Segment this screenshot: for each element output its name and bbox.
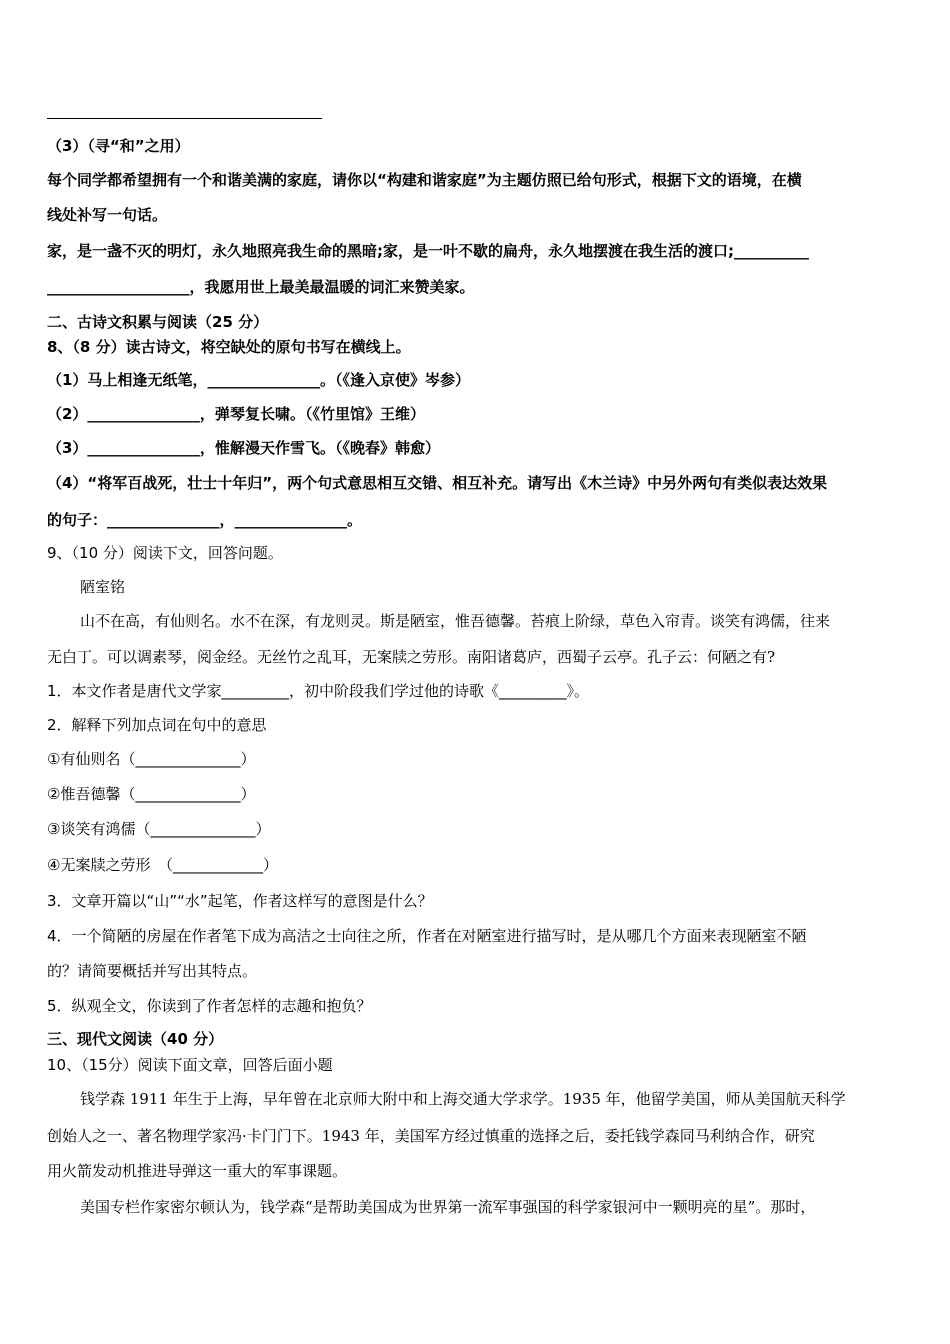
article-line-2: 创始人之一、著名物理学家冯·卡门门下。1943 年，美国军方经过慎重的选择之后，委托钱学森同马利纳合作，研究 [47, 1127, 815, 1145]
word-item-4: ④无案牍之劳形 （____________） [47, 856, 278, 874]
word-item-3: ③谈笑有鸿儒（______________） [47, 820, 271, 838]
passage-line-2: 无白丁。可以调素琴，阅金经。无丝竹之乱耳，无案牍之劳形。南阳诸葛庐，西蜀子云亭。孔子云：何陋之有? [47, 648, 776, 666]
example-sentence: 家，是一盏不灭的明灯，永久地照亮我生命的黑暗;家，是一叶不歇的扁舟，永久地摆渡在我生活的渡口;__________ [47, 242, 810, 260]
question-9-sub-2: 2．解释下列加点词在句中的意思 [47, 716, 267, 734]
question-9-sub-1: 1．本文作者是唐代文学家_________，初中阶段我们学过他的诗歌《_________》。 [47, 682, 590, 700]
article-line-4: 美国专栏作家密尔顿认为，钱学森“是帮助美国成为世界第一流军事强国的科学家银河中一颗明亮的星”。那时， [80, 1198, 816, 1216]
question-8-item-3: （3）_______________，惟解漫天作雪飞。（《晚春》韩愈） [47, 439, 440, 457]
word-item-1: ①有仙则名（______________） [47, 750, 256, 768]
answer-blank-line [47, 118, 322, 119]
article-line-3: 用火箭发动机推进导弹这一重大的军事课题。 [47, 1162, 348, 1180]
question-9-title: 9、（10 分）阅读下文，回答问题。 [47, 544, 283, 562]
question-8-item-4-cont: 的句子：_______________，_______________。 [47, 511, 363, 529]
question-9-sub-4: 4．一个简陋的房屋在作者笔下成为高洁之士向往之所，作者在对陋室进行描写时，是从哪几个方面来表现陋室不陋 [47, 927, 807, 945]
passage-line-1: 山不在高，有仙则名。水不在深，有龙则灵。斯是陋室，惟吾德馨。苔痕上阶绿，草色入帘青。谈笑有鸿儒，往来 [80, 612, 831, 630]
question-8-item-1: （1）马上相逢无纸笔，_______________。（《逢入京使》岑参） [47, 371, 470, 389]
example-sentence-cont: ___________________，我愿用世上最美最温暖的词汇来赞美家。 [47, 278, 475, 296]
passage-title: 陋室铭 [80, 578, 126, 596]
question-9-sub-4-cont: 的？请简要概括并写出其特点。 [47, 962, 258, 980]
question-9-sub-5: 5．纵观全文，你读到了作者怎样的志趣和抱负？ [47, 997, 372, 1015]
question-10-title: 10、（15分）阅读下面文章，回答后面小题 [47, 1056, 333, 1074]
section-heading-ancient-poetry: 二、古诗文积累与阅读（25 分） [47, 313, 269, 331]
question-8-title: 8、（8 分）读古诗文，将空缺处的原句书写在横线上。 [47, 338, 411, 356]
question-8-item-2: （2）_______________，弹琴复长啸。（《竹里馆》王维） [47, 405, 425, 423]
article-line-1: 钱学森 1911 年生于上海，早年曾在北京师大附中和上海交通大学求学。1935 年，他留学美国，师从美国航天科学 [80, 1090, 846, 1108]
question-instruction: 每个同学都希望拥有一个和谐美满的家庭，请你以“构建和谐家庭”为主题仿照已给句形式，根据下文的语境，在横 [47, 171, 802, 189]
word-item-2: ②惟吾德馨（______________） [47, 785, 256, 803]
question-9-sub-3: 3．文章开篇以“山”“水”起笔，作者这样写的意图是什么？ [47, 892, 433, 910]
question-instruction-cont: 线处补写一句话。 [47, 206, 168, 224]
question-8-item-4: （4）“将军百战死，壮士十年归”，两个句式意思相互交错、相互补充。请写出《木兰诗》中另外两句有类似表达效果 [47, 474, 828, 492]
question-part-3-title: （3）（寻“和”之用） [47, 137, 190, 155]
section-heading-modern-reading: 三、现代文阅读（40 分） [47, 1030, 224, 1048]
